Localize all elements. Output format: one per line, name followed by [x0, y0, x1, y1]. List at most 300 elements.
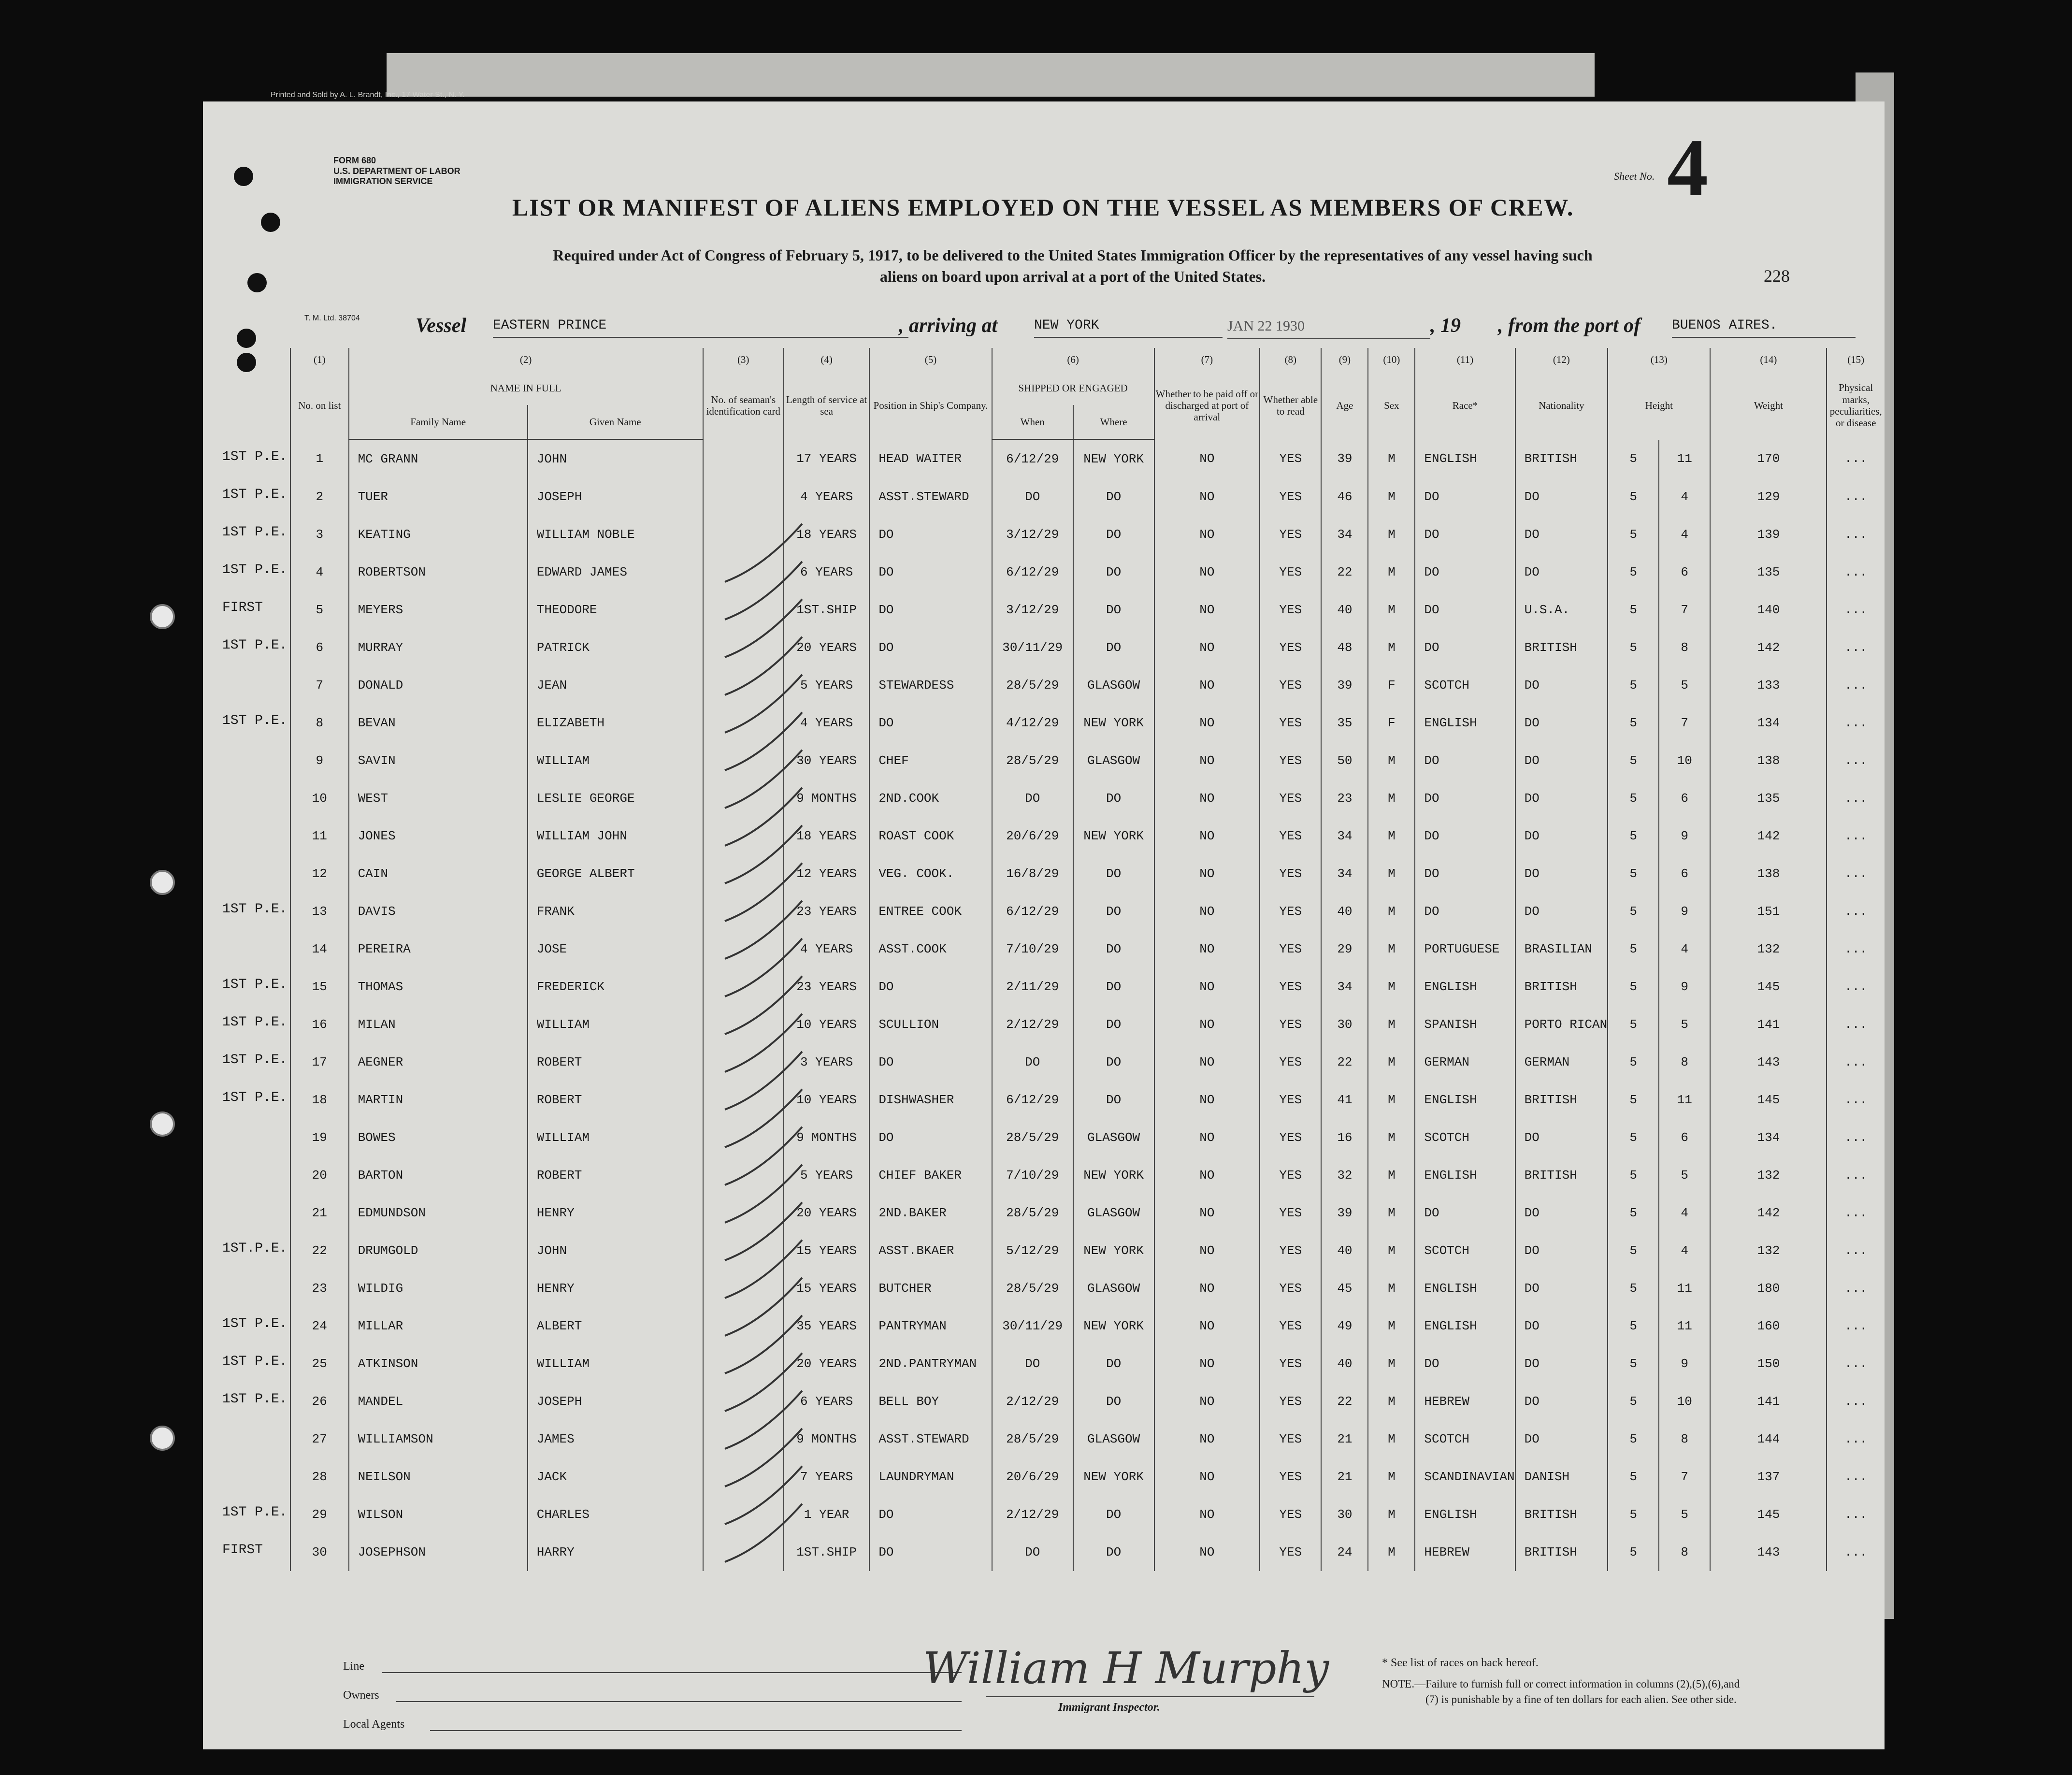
shipped-when: 2/11/29 [992, 968, 1073, 1006]
paid-off: NO [1154, 1232, 1260, 1270]
header-nationality: Nationality [1515, 371, 1608, 440]
race: DO [1415, 478, 1515, 516]
nationality: DO [1515, 1345, 1608, 1383]
height-feet: 5 [1608, 1081, 1659, 1119]
able-to-read: YES [1260, 1307, 1321, 1345]
family-name: PEREIRA [349, 930, 528, 968]
weight: 142 [1710, 1194, 1827, 1232]
given-name: FREDERICK [528, 968, 703, 1006]
given-name: WILLIAM JOHN [528, 817, 703, 855]
able-to-read: YES [1260, 779, 1321, 817]
race: ENGLISH [1415, 968, 1515, 1006]
sex: M [1368, 817, 1415, 855]
race: DO [1415, 779, 1515, 817]
sex: F [1368, 666, 1415, 704]
able-to-read: YES [1260, 553, 1321, 591]
row-no: 22 [290, 1232, 349, 1270]
family-name: SAVIN [349, 742, 528, 779]
row-prefix: 1ST P.E. [222, 1505, 288, 1520]
position: ASST.BKAER [869, 1232, 992, 1270]
able-to-read: YES [1260, 1232, 1321, 1270]
paid-off: NO [1154, 968, 1260, 1006]
able-to-read: YES [1260, 666, 1321, 704]
table-row [290, 1043, 1885, 1081]
weight: 132 [1710, 1156, 1827, 1194]
shipped-when: DO [992, 1043, 1073, 1081]
year-label: , 19 [1430, 315, 1461, 337]
able-to-read: YES [1260, 1006, 1321, 1043]
family-name: DAVIS [349, 893, 528, 930]
weight: 140 [1710, 591, 1827, 629]
position: DO [869, 629, 992, 666]
race: HEBREW [1415, 1533, 1515, 1571]
shipped-where: DO [1073, 1006, 1154, 1043]
physical-marks: ... [1827, 1081, 1885, 1119]
shipped-where: GLASGOW [1073, 1119, 1154, 1156]
shipped-when: 20/6/29 [992, 817, 1073, 855]
nationality: BRITISH [1515, 629, 1608, 666]
service-length: 4 YEARS [784, 930, 869, 968]
age: 34 [1321, 817, 1368, 855]
given-name: JAMES [528, 1420, 703, 1458]
given-name: THEODORE [528, 591, 703, 629]
table-row [290, 1156, 1885, 1194]
weight: 134 [1710, 1119, 1827, 1156]
height-inches: 4 [1659, 1232, 1710, 1270]
physical-marks: ... [1827, 666, 1885, 704]
paid-off: NO [1154, 666, 1260, 704]
col-num-10: (10) [1368, 348, 1415, 371]
height-inches: 6 [1659, 855, 1710, 893]
table-row [290, 968, 1885, 1006]
row-no: 30 [290, 1533, 349, 1571]
height-feet: 5 [1608, 930, 1659, 968]
punch-dot-icon [261, 213, 280, 232]
nationality: BRITISH [1515, 1156, 1608, 1194]
able-to-read: YES [1260, 1420, 1321, 1458]
row-no: 5 [290, 591, 349, 629]
height-feet: 5 [1608, 1194, 1659, 1232]
document-title: LIST OR MANIFEST OF ALIENS EMPLOYED ON THE VESSEL AS MEMBERS OF CREW. [512, 194, 1574, 221]
family-name: WEST [349, 779, 528, 817]
service-length: 5 YEARS [784, 666, 869, 704]
height-inches: 8 [1659, 1420, 1710, 1458]
nationality: DO [1515, 742, 1608, 779]
header-sex: Sex [1368, 371, 1415, 440]
weight: 170 [1710, 440, 1827, 478]
table-row [290, 478, 1885, 516]
sex: M [1368, 1043, 1415, 1081]
height-inches: 7 [1659, 591, 1710, 629]
able-to-read: YES [1260, 893, 1321, 930]
inspector-label: Immigrant Inspector. [1058, 1701, 1160, 1714]
physical-marks: ... [1827, 817, 1885, 855]
col-num-2: (2) [349, 348, 703, 371]
physical-marks: ... [1827, 1383, 1885, 1420]
paid-off: NO [1154, 1119, 1260, 1156]
row-prefix: 1ST P.E. [222, 977, 288, 992]
col-num-9: (9) [1321, 348, 1368, 371]
nationality: BRITISH [1515, 1533, 1608, 1571]
age: 39 [1321, 440, 1368, 478]
age: 40 [1321, 1232, 1368, 1270]
sex: M [1368, 855, 1415, 893]
height-feet: 5 [1608, 742, 1659, 779]
service-length: 4 YEARS [784, 704, 869, 742]
given-name: ROBERT [528, 1156, 703, 1194]
sex: M [1368, 1533, 1415, 1571]
sex: M [1368, 742, 1415, 779]
height-feet: 5 [1608, 1119, 1659, 1156]
nationality: DO [1515, 1119, 1608, 1156]
service-length: 23 YEARS [784, 893, 869, 930]
age: 49 [1321, 1307, 1368, 1345]
position: 2ND.PANTRYMAN [869, 1345, 992, 1383]
paid-off: NO [1154, 930, 1260, 968]
given-name: HENRY [528, 1194, 703, 1232]
race: SCOTCH [1415, 666, 1515, 704]
service-length: 7 YEARS [784, 1458, 869, 1496]
age: 22 [1321, 1043, 1368, 1081]
binding-hole-icon [150, 870, 175, 895]
physical-marks: ... [1827, 1420, 1885, 1458]
weight: 133 [1710, 666, 1827, 704]
physical-marks: ... [1827, 1156, 1885, 1194]
race: DO [1415, 591, 1515, 629]
service-length: 30 YEARS [784, 742, 869, 779]
family-name: ROBERTSON [349, 553, 528, 591]
shipped-where: GLASGOW [1073, 1194, 1154, 1232]
able-to-read: YES [1260, 1156, 1321, 1194]
position: 2ND.COOK [869, 779, 992, 817]
height-feet: 5 [1608, 591, 1659, 629]
form-department: U.S. DEPARTMENT OF LABOR [333, 166, 460, 176]
row-no: 4 [290, 553, 349, 591]
form-info [333, 156, 460, 187]
physical-marks: ... [1827, 742, 1885, 779]
paid-off: NO [1154, 893, 1260, 930]
table-row [290, 1270, 1885, 1307]
paid-off: NO [1154, 1270, 1260, 1307]
position: ASST.COOK [869, 930, 992, 968]
header-when: When [992, 405, 1073, 440]
col-num-7: (7) [1154, 348, 1260, 371]
table-row [290, 629, 1885, 666]
shipped-when: DO [992, 1533, 1073, 1571]
shipped-where: DO [1073, 779, 1154, 817]
physical-marks: ... [1827, 1006, 1885, 1043]
service-length: 20 YEARS [784, 1194, 869, 1232]
sex: M [1368, 516, 1415, 553]
row-no: 14 [290, 930, 349, 968]
shipped-where: GLASGOW [1073, 666, 1154, 704]
arriving-port: NEW YORK [1034, 318, 1223, 338]
fine-note-2: (7) is punishable by a fine of ten dollars for each alien. See other side. [1425, 1693, 1737, 1705]
age: 40 [1321, 1345, 1368, 1383]
height-inches: 11 [1659, 1307, 1710, 1345]
footer-owners-label: Owners [343, 1689, 379, 1702]
shipped-where: DO [1073, 591, 1154, 629]
race: GERMAN [1415, 1043, 1515, 1081]
race: SCANDINAVIAN [1415, 1458, 1515, 1496]
row-prefix: 1ST P.E. [222, 525, 288, 540]
nationality: DANISH [1515, 1458, 1608, 1496]
table-row [290, 1458, 1885, 1496]
able-to-read: YES [1260, 1345, 1321, 1383]
service-length: 5 YEARS [784, 1156, 869, 1194]
able-to-read: YES [1260, 591, 1321, 629]
position: SCULLION [869, 1006, 992, 1043]
nationality: DO [1515, 478, 1608, 516]
paid-off: NO [1154, 742, 1260, 779]
col-num-6: (6) [992, 348, 1154, 371]
shipped-when: DO [992, 779, 1073, 817]
weight: 142 [1710, 629, 1827, 666]
weight: 150 [1710, 1345, 1827, 1383]
footer-line-label: Line [343, 1660, 364, 1673]
position: VEG. COOK. [869, 855, 992, 893]
height-feet: 5 [1608, 1006, 1659, 1043]
table-row [290, 1383, 1885, 1420]
sex: M [1368, 930, 1415, 968]
table-row [290, 1081, 1885, 1119]
column-number-row [290, 348, 1885, 371]
age: 30 [1321, 1006, 1368, 1043]
able-to-read: YES [1260, 1194, 1321, 1232]
col-num-1: (1) [290, 348, 349, 371]
height-feet: 5 [1608, 817, 1659, 855]
sheet-number: 4 [1667, 122, 1708, 213]
table-row [290, 591, 1885, 629]
given-name: ROBERT [528, 1043, 703, 1081]
weight: 139 [1710, 516, 1827, 553]
nationality: DO [1515, 553, 1608, 591]
shipped-when: 28/5/29 [992, 1270, 1073, 1307]
age: 34 [1321, 855, 1368, 893]
shipped-when: 20/6/29 [992, 1458, 1073, 1496]
given-name: JEAN [528, 666, 703, 704]
weight: 135 [1710, 553, 1827, 591]
height-inches: 5 [1659, 1496, 1710, 1533]
page-number: 228 [1764, 266, 1790, 286]
physical-marks: ... [1827, 516, 1885, 553]
table-row [290, 930, 1885, 968]
paid-off: NO [1154, 440, 1260, 478]
service-length: 18 YEARS [784, 516, 869, 553]
family-name: NEILSON [349, 1458, 528, 1496]
given-name: ELIZABETH [528, 704, 703, 742]
nationality: PORTO RICAN [1515, 1006, 1608, 1043]
sex: M [1368, 779, 1415, 817]
position: ENTREE COOK [869, 893, 992, 930]
height-inches: 9 [1659, 817, 1710, 855]
paid-off: NO [1154, 1156, 1260, 1194]
row-no: 26 [290, 1383, 349, 1420]
header-given-name: Given Name [528, 405, 703, 440]
height-inches: 9 [1659, 1345, 1710, 1383]
height-feet: 5 [1608, 1345, 1659, 1383]
weight: 145 [1710, 1496, 1827, 1533]
nationality: DO [1515, 1383, 1608, 1420]
row-no: 6 [290, 629, 349, 666]
age: 24 [1321, 1533, 1368, 1571]
sex: M [1368, 440, 1415, 478]
given-name: ALBERT [528, 1307, 703, 1345]
race: SCOTCH [1415, 1232, 1515, 1270]
able-to-read: YES [1260, 629, 1321, 666]
row-prefix: 1ST P.E. [222, 638, 288, 653]
col-num-11: (11) [1415, 348, 1515, 371]
height-inches: 11 [1659, 1270, 1710, 1307]
able-to-read: YES [1260, 516, 1321, 553]
header-age: Age [1321, 371, 1368, 440]
header-length-of-service: Length of service at sea [784, 371, 869, 440]
shipped-when: 2/12/29 [992, 1496, 1073, 1533]
physical-marks: ... [1827, 930, 1885, 968]
binding-hole-icon [150, 1111, 175, 1137]
age: 40 [1321, 893, 1368, 930]
inspector-signature: William H Murphy [923, 1643, 1329, 1694]
family-name: WILDIG [349, 1270, 528, 1307]
row-prefix: 1ST P.E. [222, 1090, 288, 1105]
position: BELL BOY [869, 1383, 992, 1420]
paid-off: NO [1154, 1383, 1260, 1420]
able-to-read: YES [1260, 1496, 1321, 1533]
height-feet: 5 [1608, 779, 1659, 817]
row-prefix: 1ST P.E. [222, 1354, 288, 1369]
row-no: 23 [290, 1270, 349, 1307]
shipped-when: 28/5/29 [992, 1119, 1073, 1156]
shipped-when: 28/5/29 [992, 742, 1073, 779]
vessel-name: EASTERN PRINCE [493, 318, 908, 338]
given-name: WILLIAM [528, 742, 703, 779]
race: DO [1415, 629, 1515, 666]
able-to-read: YES [1260, 1533, 1321, 1571]
weight: 132 [1710, 930, 1827, 968]
shipped-when: 2/12/29 [992, 1383, 1073, 1420]
table-row [290, 742, 1885, 779]
shipped-when: 5/12/29 [992, 1232, 1073, 1270]
service-length: 18 YEARS [784, 817, 869, 855]
age: 39 [1321, 666, 1368, 704]
header-where: Where [1073, 405, 1154, 440]
family-name: MILAN [349, 1006, 528, 1043]
physical-marks: ... [1827, 1232, 1885, 1270]
race: HEBREW [1415, 1383, 1515, 1420]
age: 40 [1321, 591, 1368, 629]
shipped-when: 3/12/29 [992, 591, 1073, 629]
nationality: DO [1515, 704, 1608, 742]
service-length: 20 YEARS [784, 629, 869, 666]
family-name: KEATING [349, 516, 528, 553]
from-label: , from the port of [1498, 315, 1641, 337]
shipped-where: DO [1073, 1383, 1154, 1420]
form-service: IMMIGRATION SERVICE [333, 176, 433, 187]
shipped-when: 30/11/29 [992, 629, 1073, 666]
weight: 138 [1710, 742, 1827, 779]
age: 41 [1321, 1081, 1368, 1119]
form-number: FORM 680 [333, 156, 376, 165]
family-name: MC GRANN [349, 440, 528, 478]
height-inches: 11 [1659, 440, 1710, 478]
physical-marks: ... [1827, 553, 1885, 591]
service-length: 6 YEARS [784, 1383, 869, 1420]
family-name: MANDEL [349, 1383, 528, 1420]
race: DO [1415, 1345, 1515, 1383]
shipped-when: 16/8/29 [992, 855, 1073, 893]
age: 34 [1321, 516, 1368, 553]
height-feet: 5 [1608, 440, 1659, 478]
row-no: 11 [290, 817, 349, 855]
nationality: BRITISH [1515, 1081, 1608, 1119]
shipped-when: DO [992, 1345, 1073, 1383]
arrival-date-stamp: JAN 22 1930 [1227, 318, 1430, 339]
shipped-when: 7/10/29 [992, 930, 1073, 968]
race: ENGLISH [1415, 704, 1515, 742]
shipped-when: 6/12/29 [992, 440, 1073, 478]
row-no: 20 [290, 1156, 349, 1194]
able-to-read: YES [1260, 742, 1321, 779]
tm-code: T. M. Ltd. 38704 [304, 314, 360, 322]
family-name: THOMAS [349, 968, 528, 1006]
shipped-when: 28/5/29 [992, 666, 1073, 704]
sex: M [1368, 1119, 1415, 1156]
shipped-when: 7/10/29 [992, 1156, 1073, 1194]
row-no: 15 [290, 968, 349, 1006]
row-prefix: 1ST P.E. [222, 713, 288, 728]
table-row [290, 516, 1885, 553]
able-to-read: YES [1260, 855, 1321, 893]
table-row [290, 440, 1885, 478]
given-name: HENRY [528, 1270, 703, 1307]
race: ENGLISH [1415, 1156, 1515, 1194]
row-no: 1 [290, 440, 349, 478]
age: 32 [1321, 1156, 1368, 1194]
punch-dot-icon [237, 329, 256, 348]
row-no: 12 [290, 855, 349, 893]
position: BUTCHER [869, 1270, 992, 1307]
position: STEWARDESS [869, 666, 992, 704]
weight: 134 [1710, 704, 1827, 742]
weight: 129 [1710, 478, 1827, 516]
nationality: BRITISH [1515, 440, 1608, 478]
given-name: WILLIAM [528, 1119, 703, 1156]
height-inches: 11 [1659, 1081, 1710, 1119]
given-name: JOHN [528, 1232, 703, 1270]
able-to-read: YES [1260, 1081, 1321, 1119]
position: DO [869, 553, 992, 591]
table-row [290, 817, 1885, 855]
weight: 142 [1710, 817, 1827, 855]
sex: M [1368, 629, 1415, 666]
physical-marks: ... [1827, 779, 1885, 817]
weight: 145 [1710, 1081, 1827, 1119]
sex: M [1368, 1232, 1415, 1270]
position: PANTRYMAN [869, 1307, 992, 1345]
nationality: U.S.A. [1515, 591, 1608, 629]
weight: 160 [1710, 1307, 1827, 1345]
race: DO [1415, 553, 1515, 591]
race: DO [1415, 817, 1515, 855]
paid-off: NO [1154, 779, 1260, 817]
paid-off: NO [1154, 1081, 1260, 1119]
nationality: DO [1515, 1270, 1608, 1307]
physical-marks: ... [1827, 1307, 1885, 1345]
position: DO [869, 591, 992, 629]
able-to-read: YES [1260, 1043, 1321, 1081]
family-name: WILSON [349, 1496, 528, 1533]
crew-rows [290, 440, 1885, 1572]
